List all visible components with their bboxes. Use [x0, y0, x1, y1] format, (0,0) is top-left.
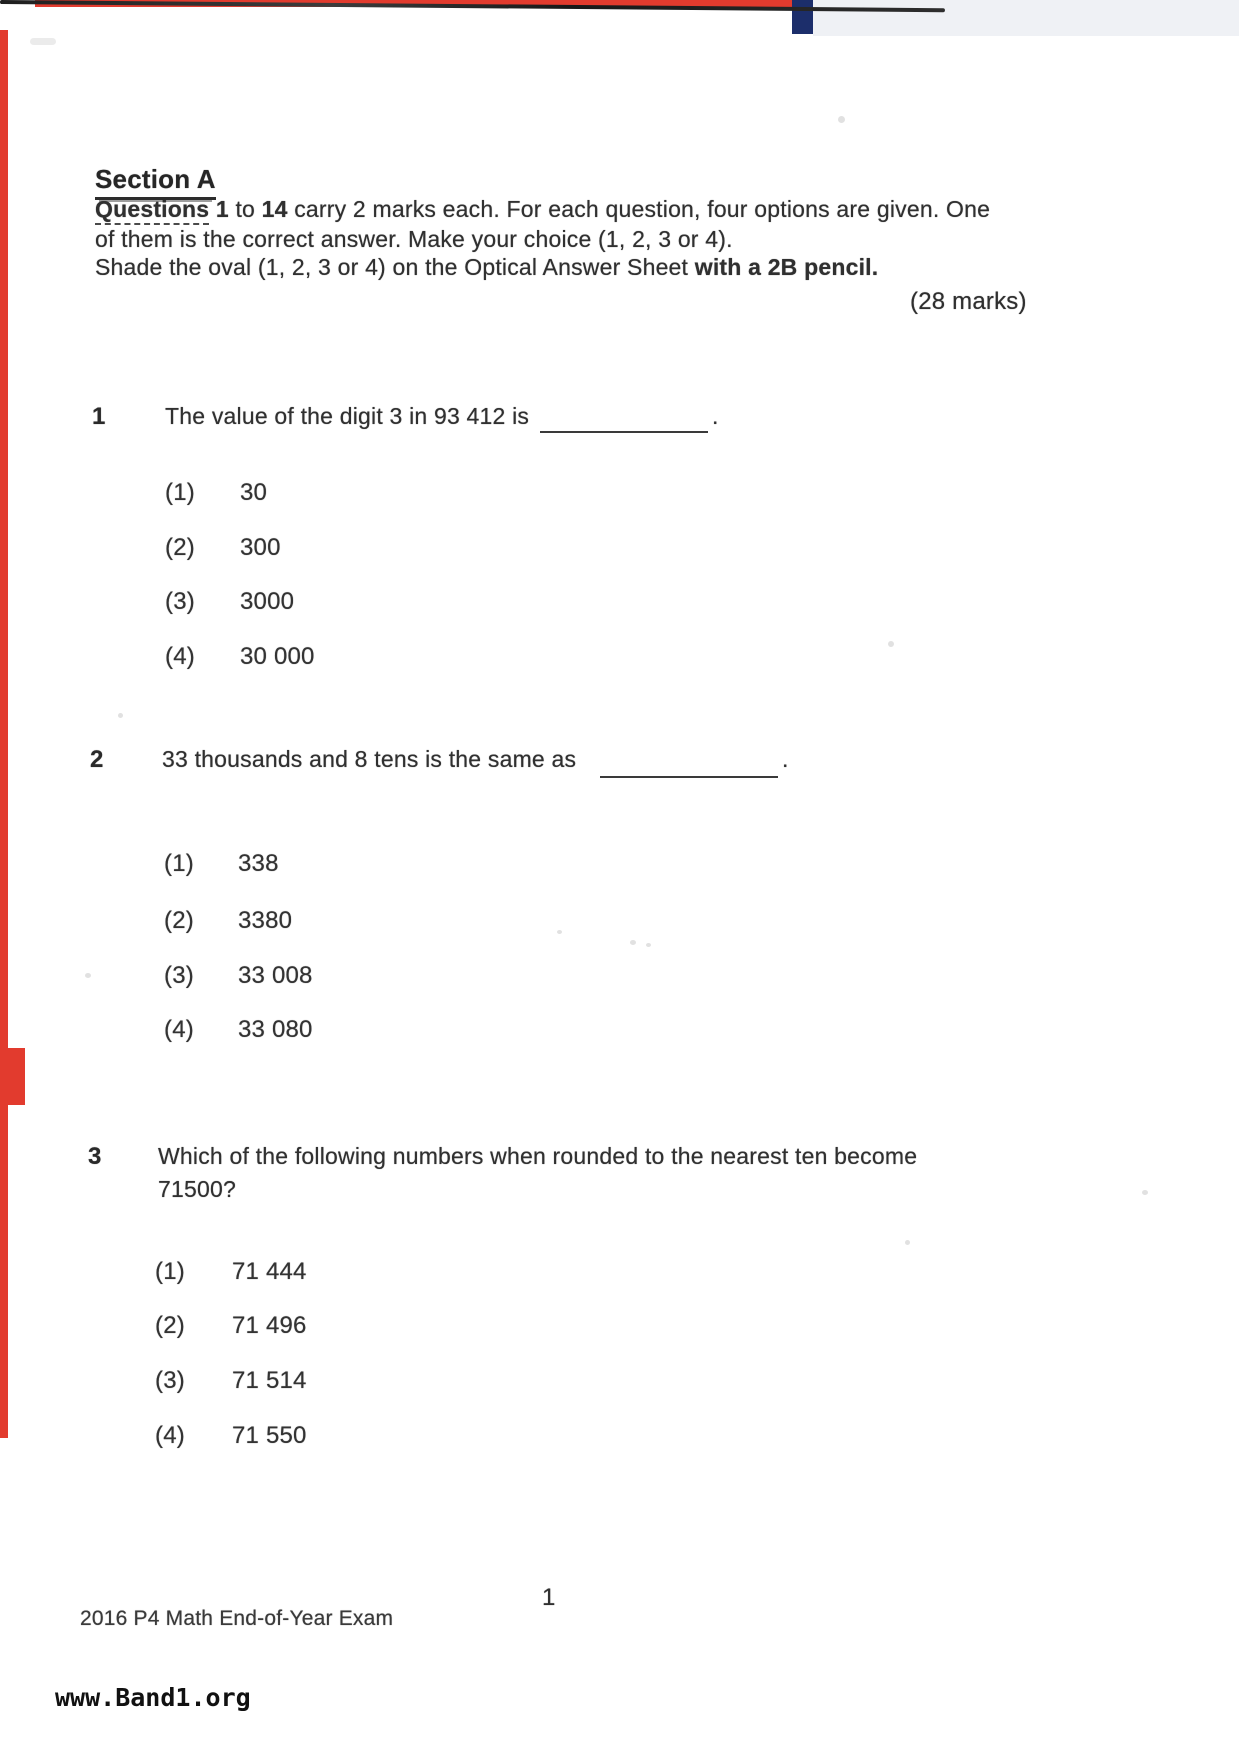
- q2-option-1-value: 338: [238, 850, 279, 877]
- q1-option-4-label: (4): [165, 643, 195, 670]
- instruction-line-3: [95, 254, 878, 281]
- instruction-line-1-rest: carry 2 marks each. For each question, four options are given. One: [287, 196, 991, 222]
- question-1-text: The value of the digit 3 in 93 412 is: [165, 403, 530, 429]
- q3-option-4-label: (4): [155, 1422, 185, 1449]
- watermark-url: www.Band1.org: [53, 1681, 259, 1716]
- q3-option-4-value: 71 550: [232, 1422, 307, 1449]
- scan-speck: [1142, 1190, 1148, 1195]
- scan-edge-navy-block: [792, 0, 813, 34]
- scan-speck: [30, 38, 56, 45]
- question-3-text-line-2: 71500?: [158, 1176, 236, 1202]
- scan-speck: [118, 713, 123, 718]
- scan-speck: [630, 940, 636, 945]
- q1-option-4-value: 30 000: [240, 643, 315, 670]
- question-3-text-line-1: Which of the following numbers when rounded to the nearest ten become: [158, 1143, 918, 1169]
- marks-note: (28 marks): [910, 288, 1027, 315]
- question-1-number: 1: [92, 403, 106, 430]
- q2-option-3-value: 33 008: [238, 962, 313, 989]
- section-title: Section A: [95, 164, 216, 200]
- scan-edge-left-tab: [0, 1048, 25, 1105]
- instruction-range-end: 14: [261, 196, 288, 222]
- q1-option-3-value: 3000: [240, 588, 295, 615]
- question-3-number: 3: [88, 1143, 102, 1170]
- instruction-line-3-bold: with a 2B pencil.: [694, 254, 879, 280]
- question-1-blank-period: .: [712, 403, 719, 429]
- instruction-line-2: of them is the correct answer. Make your choice (1, 2, 3 or 4).: [95, 226, 733, 252]
- scan-speck: [85, 973, 91, 978]
- question-1-answer-blank: [540, 404, 708, 433]
- exam-title: 2016 P4 Math End-of-Year Exam: [80, 1607, 394, 1630]
- instruction-questions-word: Questions: [95, 196, 209, 225]
- scan-speck: [905, 1240, 910, 1245]
- q2-option-4-label: (4): [164, 1016, 194, 1043]
- q3-option-1-label: (1): [155, 1258, 185, 1285]
- question-2-blank-period: .: [782, 746, 789, 772]
- scan-speck: [557, 930, 562, 934]
- q3-option-2-label: (2): [155, 1312, 185, 1339]
- q2-option-2-value: 3380: [238, 907, 293, 934]
- q1-option-2-label: (2): [165, 534, 195, 561]
- scan-speck: [646, 943, 651, 947]
- question-2-answer-blank: [600, 748, 778, 778]
- q1-option-1-value: 30: [240, 479, 268, 506]
- q1-option-3-label: (3): [165, 588, 195, 615]
- q3-option-3-value: 71 514: [232, 1367, 307, 1394]
- q3-option-3-label: (3): [155, 1367, 185, 1394]
- question-2-text: 33 thousands and 8 tens is the same as: [162, 746, 577, 772]
- q3-option-2-value: 71 496: [232, 1312, 307, 1339]
- page-number: 1: [542, 1584, 556, 1611]
- q3-option-1-value: 71 444: [232, 1258, 307, 1285]
- instruction-line-3-regular: Shade the oval (1, 2, 3 or 4) on the Optical Answer Sheet: [95, 254, 695, 280]
- q1-option-2-value: 300: [240, 534, 281, 561]
- scan-speck: [888, 641, 894, 647]
- q1-option-1-label: (1): [165, 479, 195, 506]
- scan-top-right-shade: [813, 0, 1239, 36]
- instruction-to: to: [228, 196, 262, 222]
- question-2-number: 2: [90, 746, 104, 773]
- q2-option-4-value: 33 080: [238, 1016, 313, 1043]
- q2-option-3-label: (3): [164, 962, 194, 989]
- scan-edge-left-strip: [0, 30, 8, 1438]
- q2-option-2-label: (2): [164, 907, 194, 934]
- instruction-range-start: 1: [209, 196, 229, 222]
- scan-speck: [838, 116, 845, 123]
- q2-option-1-label: (1): [164, 850, 194, 877]
- instruction-line-1: [95, 196, 990, 223]
